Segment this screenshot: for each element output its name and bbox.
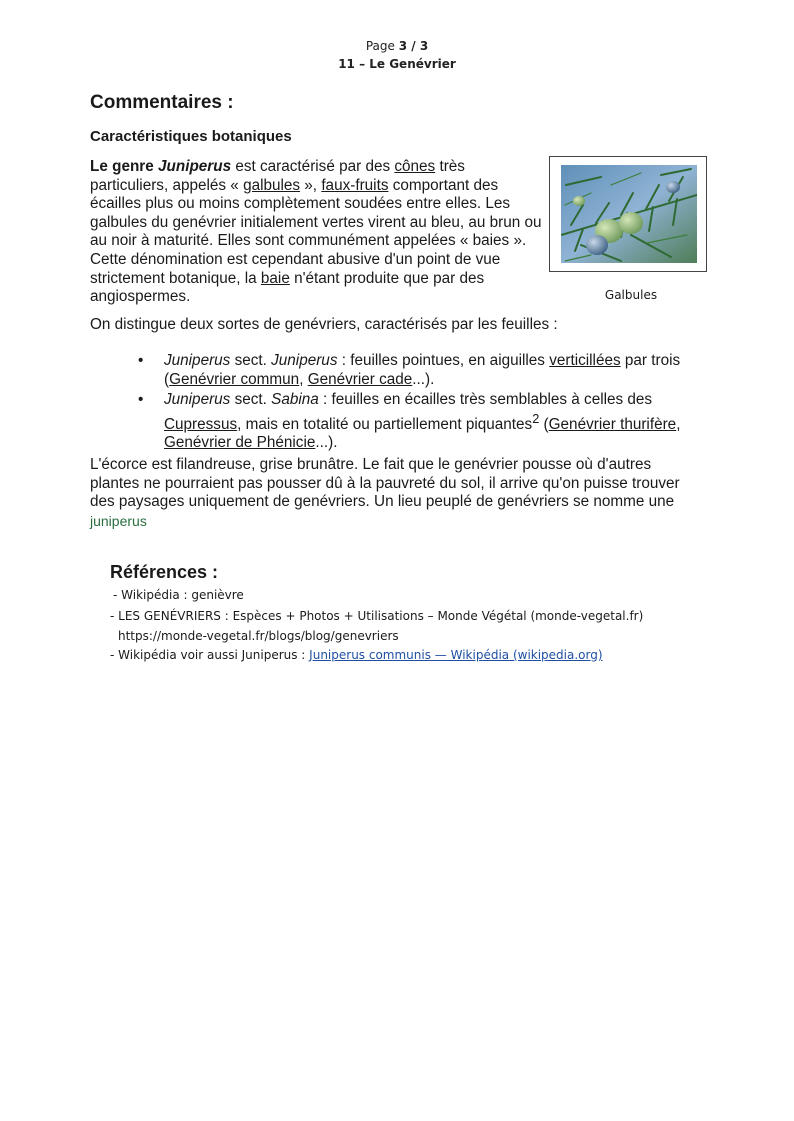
leaf-types-list [138, 352, 698, 455]
link-baie[interactable]: baie [260, 269, 290, 287]
list-item: - LES GENÉVRIERS : Espèces + Photos + Utilisations – Monde Végétal (monde-vegetal.fr) [110, 609, 644, 623]
section-heading: Caractéristiques botaniques [90, 128, 292, 145]
link-cupressus[interactable]: Cupressus [164, 415, 238, 433]
bullet-icon: • [138, 391, 144, 408]
intro-paragraph: Le genre Juniperus est caractérisé par des cônes très particuliers, appelés « galbules », faux-fruits comportant des écailles plus ou moins complètement soudées entre elles. Les galbules du genévrier initialement vertes virent au bleu, au brun ou au noir à maturité. Elles sont communément appelées « baies ». Cette dénomination est cependant abusive d'un point de vue strictement botanique, la baie n'étant produite que par des angiospermes. [90, 158, 542, 306]
list-item: • Juniperus sect. Sabina : feuilles en écailles très semblables à celles des Cupressus, mais en totalité ou partiellement piquantes$^2$ (Genévrier thurifère, Genévrier de Phénicie...). [138, 391, 681, 452]
link-galbules[interactable]: galbules [243, 176, 301, 194]
link-genevrier-thurifere[interactable]: Genévrier thurifère [548, 415, 677, 433]
link-faux-fruits[interactable]: faux-fruits [321, 176, 389, 194]
comments-heading: Commentaires : [90, 92, 234, 113]
juniperus-term: juniperus [90, 512, 147, 529]
figure-caption: Galbules [604, 288, 658, 302]
bullet-icon: • [138, 352, 144, 369]
list-item: - Wikipédia : genièvre [113, 588, 244, 602]
document-title: 11 – Le Genévrier [338, 57, 456, 71]
distinguish-paragraph: On distingue deux sortes de genévriers, caractérisés par les feuilles : [90, 316, 558, 333]
link-genevrier-cade[interactable]: Genévrier cade [307, 370, 413, 388]
bark-paragraph: L'écorce est filandreuse, grise brunâtre. Le fait que le genévrier pousse où d'autres plantes ne pourraient pas pousser dû à la pauvreté du sol, il arrive qu'on puisse trouver des paysages uniquement de genévriers. Un lieu peuplé de genévriers se nomme une juniperus [90, 456, 680, 529]
list-item: • Juniperus sect. Juniperus : feuilles pointues, en aiguilles verticillées par trois (Genévrier commun, Genévrier cade...). [138, 352, 681, 388]
link-genevrier-commun[interactable]: Genévrier commun [169, 370, 300, 388]
link-genevrier-de-phenicie[interactable]: Genévrier de Phénicie [164, 434, 316, 452]
wikipedia-link[interactable]: Juniperus communis — Wikipédia (wikipedia.org) [309, 648, 603, 662]
link-cones[interactable]: cônes [394, 158, 436, 175]
list-item: https://monde-vegetal.fr/blogs/blog/genevriers [118, 629, 399, 643]
link-verticillees[interactable]: verticillées [549, 352, 621, 369]
footnote-marker: 2 [532, 410, 540, 426]
list-item: - Wikipédia voir aussi Juniperus : Juniperus communis — Wikipédia (wikipedia.org) [110, 648, 603, 662]
page-number: Page 3 / 3 [365, 39, 429, 53]
references-heading: Références : [110, 562, 219, 582]
juniper-branch-illustration [561, 165, 697, 263]
references-list [110, 586, 710, 665]
galbules-photo [549, 156, 707, 272]
